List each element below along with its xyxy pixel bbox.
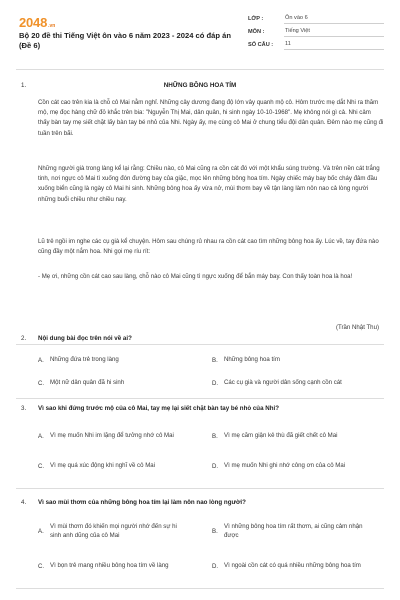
passage-paragraph: - Mẹ ơi, những cồn cát cao sau làng, chỗ nào cô Mai cũng tì ngực xuống để bắn máy bay. Con thấy toàn hoa là hoa! [38,273,353,280]
option-d[interactable] [212,377,384,389]
option-text: Những bông hoa tím [224,356,280,364]
page-title: Bộ 20 đề thi Tiếng Việt ôn vào 6 năm 2023 - 2024 có đáp án (Đề 6) [19,31,231,50]
option-letter: B. [212,527,218,535]
passage-title: NHỮNG BÔNG HOA TÍM [163,82,237,89]
option-b[interactable] [212,426,384,446]
option-text: Vì mẹ muốn Nhi ghi nhớ công ơn của cô Mai [224,462,346,470]
option-text: Vì ngoài cồn cát có quá nhiều những bông hoa tím [224,562,361,570]
option-a[interactable] [38,521,208,541]
passage-paragraph: Lũ trẻ ngồi im nghe các cụ già kể chuyện. Hôm sau chúng rủ nhau ra cồn cát cao tìm những bông hoa ấy. Lúc về, tay đứa nào cũng đầy một nắm hoa. Nhi gọi mẹ ríu rít: [38,238,379,256]
option-text: Một nữ dân quân đã hi sinh [50,379,125,387]
question-number: 1. [21,82,27,89]
site-logo[interactable] [19,15,55,30]
meta-label: LỚP : [248,15,264,22]
option-text: Vì mẹ muốn Nhi im lặng để tưởng nhớ cô Mai [50,432,174,440]
option-text: Vì mẹ căm giận kẻ thù đã giết chết cô Mai [224,432,338,440]
question-text: Nội dung bài đọc trên nói về ai? [38,335,132,342]
meta-label: MÔN : [248,28,265,35]
option-letter: A. [38,356,44,364]
meta-info [248,12,384,51]
option-a[interactable] [38,426,208,446]
option-letter: D. [212,562,219,570]
passage-paragraph: Những người già trong làng kể lại rằng: Chiều nào, cô Mai cũng ra cồn cát đó với một khẩu súng trường. Và trên nền cát trắng tinh, nơi ngực cô Mai tì xuống đón đường bay của giặc, mọc lên những bông hoa tím. Ngày chiếc máy bay bốc cháy đâm đầu xuống biển cũng là ngày cô Mai hi sinh. Những bông hoa ấy vừa nở, mùi thơm bay về tận làng làm nôn nao cả lòng người những buổi chiều như chiều nay. [38,165,380,203]
option-letter: C. [38,562,45,570]
option-text: Các cụ già và người dân sống cạnh cồn cát [224,379,342,387]
passage-paragraph: Cồn cát cao trên kia là chỗ cô Mai nằm nghỉ. Những cây dương đang độ lớn vây quanh mộ cô. Hôm trước mẹ dắt Nhi ra thăm mộ, mẹ đọc hàng chữ đỏ khắc trên bia: "Nguyễn Thị Mai, dân quân, hi sinh ngày 10-10-1968". Mẹ không nói gì cả. Nhi cảm thấy bàn tay mẹ siết chặt lấy bàn tay bé nhỏ của Nhi. Ngày ấy, mẹ cùng cô Mai ở chung tiểu đội dân quân. Đêm nào mẹ cũng đi tuần trên bãi. [38,99,384,137]
question-text: Vì sao khi đứng trước mộ của cô Mai, tay mẹ lại siết chặt bàn tay bé nhỏ của Nhi? [38,405,279,412]
divider [16,69,384,70]
option-letter: B. [212,356,218,364]
option-text: Vì mẹ quá xúc động khi nghĩ về cô Mai [50,462,156,470]
meta-value: Ôn vào 6 [284,14,384,24]
question-number: 2. [21,335,27,342]
option-a[interactable] [38,354,208,366]
option-text: Vì những bông hoa tím rất thơm, ai cũng cảm nhận được [224,522,363,539]
option-letter: A. [38,527,44,535]
option-letter: C. [38,462,45,470]
meta-row-subject [248,25,384,38]
divider [16,344,384,345]
option-c[interactable] [38,377,208,389]
option-letter: D. [212,379,219,387]
option-letter: B. [212,432,218,440]
option-text: Những đứa trẻ trong làng [50,356,119,364]
option-letter: A. [38,432,44,440]
meta-row-class [248,12,384,25]
divider [16,588,384,589]
option-text: Vì bọn trẻ mang nhiều bông hoa tím về làng [50,562,169,570]
meta-value: 11 [284,40,384,50]
option-d[interactable] [212,456,384,476]
option-b[interactable] [212,354,384,366]
meta-value: Tiếng Việt [284,27,384,37]
divider [16,398,384,399]
option-letter: D. [212,462,219,470]
meta-label: SỐ CÂU : [248,41,274,48]
option-letter: C. [38,379,45,387]
meta-row-count [248,38,384,51]
divider [16,488,384,489]
logo-suffix: .vn [48,23,56,29]
option-text: Vì mùi thơm đó khiến mọi người nhớ đến sự hi sinh anh dũng của cô Mai [50,522,177,539]
logo-text: 2048 [19,15,48,30]
question-number: 4. [21,499,27,506]
question-number: 3. [21,405,27,412]
passage-author: (Trần Nhật Thu) [335,324,379,331]
option-c[interactable] [38,456,208,476]
question-text: Vì sao mùi thơm của những bông hoa tím lại làm nôn nao lòng người? [38,499,246,506]
option-d[interactable] [212,556,384,576]
option-b[interactable] [212,521,384,541]
option-c[interactable] [38,556,208,576]
page-header [0,0,400,64]
